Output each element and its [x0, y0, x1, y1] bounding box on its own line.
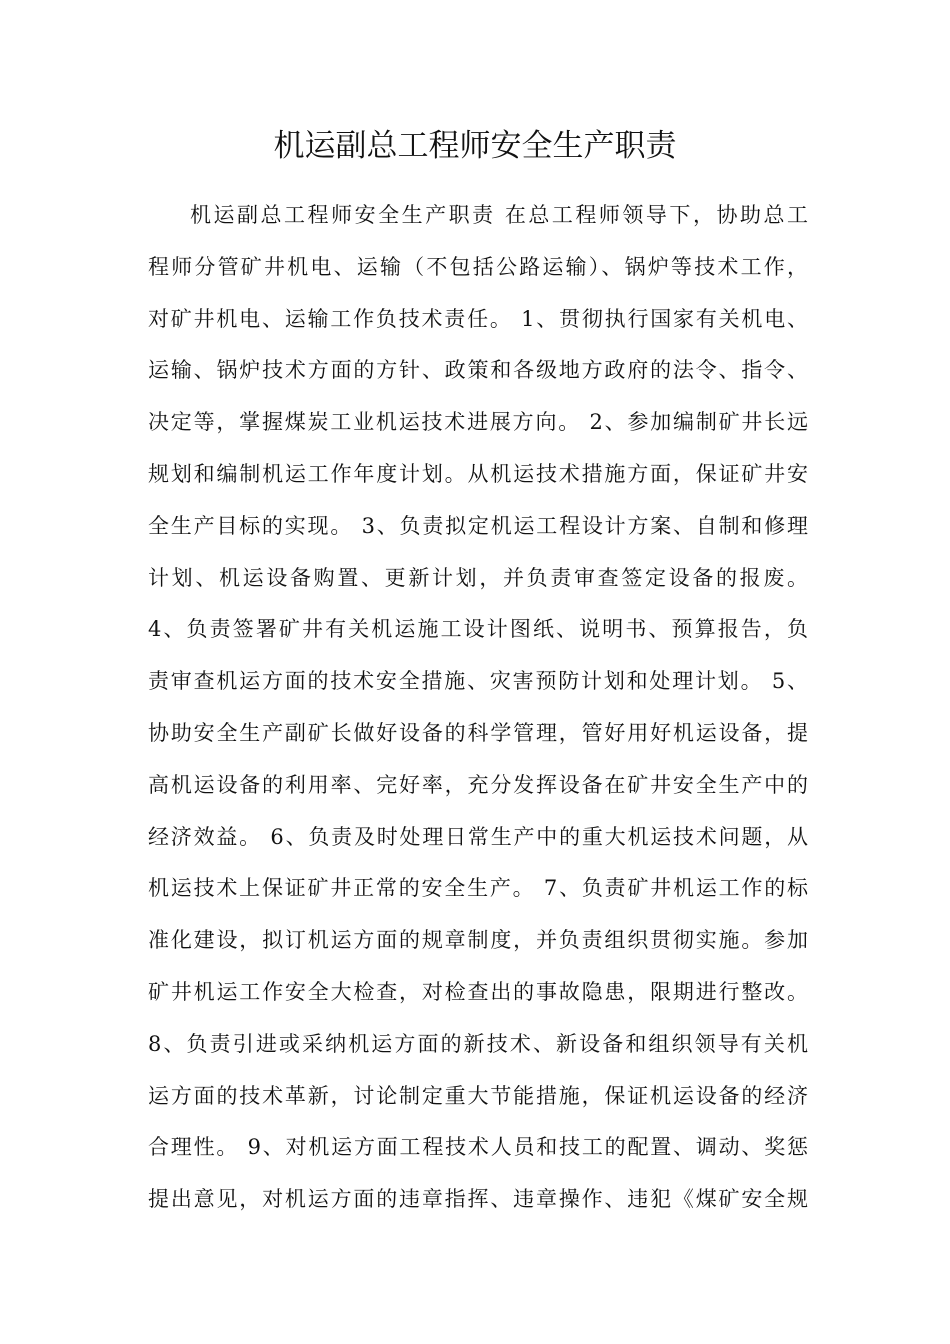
- body-line: 提出意见，对机运方面的违章指挥、违章操作、违犯《煤矿安全规: [148, 1187, 808, 1212]
- body-line: 矿井机运工作安全大检查，对检查出的事故隐患，限期进行整改。: [148, 979, 808, 1004]
- body-line: 4、负责签署矿井有关机运施工设计图纸、说明书、预算报告，负: [148, 617, 808, 642]
- body-line: 机运副总工程师安全生产职责 在总工程师领导下，协助总工: [190, 203, 808, 227]
- body-line: 决定等，掌握煤炭工业机运技术进展方向。 2、参加编制矿井长远: [148, 410, 808, 435]
- document-title: 机运副总工程师安全生产职责: [273, 128, 677, 164]
- body-line: 高机运设备的利用率、完好率，充分发挥设备在矿井安全生产中的: [148, 772, 808, 797]
- body-line: 合理性。 9、对机运方面工程技术人员和技工的配置、调动、奖惩: [148, 1135, 808, 1160]
- body-line: 责审查机运方面的技术安全措施、灾害预防计划和处理计划。 5、: [148, 669, 808, 694]
- body-line: 准化建设，拟订机运方面的规章制度，并负责组织贯彻实施。参加: [148, 928, 808, 953]
- body-line: 运输、锅炉技术方面的方针、政策和各级地方政府的法令、指令、: [148, 358, 808, 383]
- body-line: 协助安全生产副矿长做好设备的科学管理，管好用好机运设备，提: [148, 720, 808, 745]
- body-line: 8、负责引进或采纳机运方面的新技术、新设备和组织领导有关机: [148, 1031, 808, 1056]
- document-body: [148, 190, 808, 1226]
- body-line: 对矿井机电、运输工作负技术责任。 1、贯彻执行国家有关机电、: [148, 306, 808, 331]
- body-line: 运方面的技术革新，讨论制定重大节能措施，保证机运设备的经济: [148, 1083, 808, 1108]
- body-line: 经济效益。 6、负责及时处理日常生产中的重大机运技术问题，从: [148, 824, 808, 849]
- body-line: 机运技术上保证矿井正常的安全生产。 7、负责矿井机运工作的标: [148, 876, 808, 901]
- body-line: 全生产目标的实现。 3、负责拟定机运工程设计方案、自制和修理: [148, 513, 808, 538]
- body-line: 计划、机运设备购置、更新计划，并负责审查签定设备的报废。: [148, 565, 808, 590]
- body-line: 程师分管矿井机电、运输（不包括公路运输）、锅炉等技术工作，: [148, 254, 808, 279]
- body-line: 规划和编制机运工作年度计划。从机运技术措施方面，保证矿井安: [148, 461, 808, 486]
